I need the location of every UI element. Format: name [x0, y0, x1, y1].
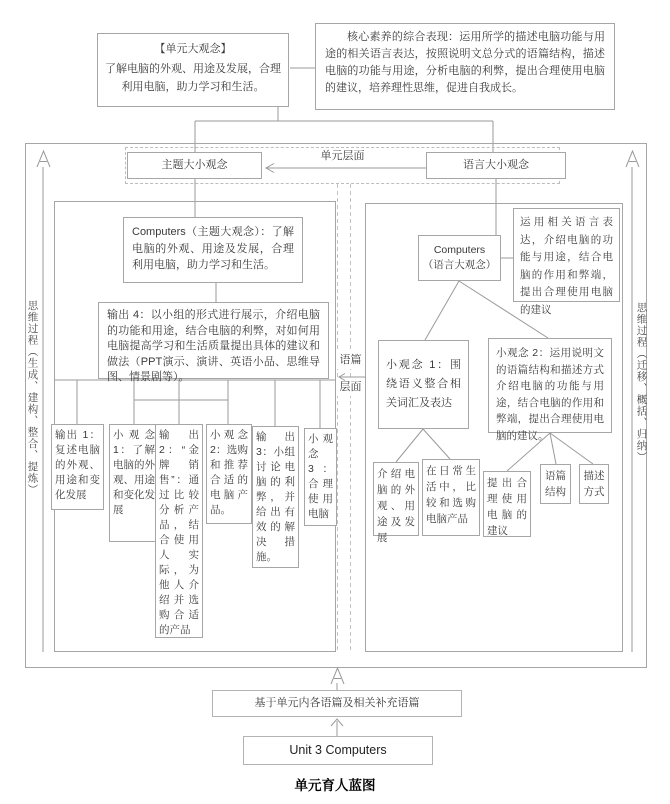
discourse-level-label-bottom: 层面 — [337, 379, 364, 396]
language-big-concept-box — [418, 235, 501, 281]
leaf-compare-buy-text: 在日常生活中，比较和选购电脑产品 — [426, 465, 476, 525]
language-mini-concept2-text: 小观念 2：运用说明文的语篇结构和描述方式介绍电脑的功能与用途，结合电脑的作用和弊端，提出合理使用电脑的建议。 — [496, 347, 604, 442]
leaf-compare-buy-box — [422, 459, 480, 536]
diagram-caption: 单元育人蓝图 — [294, 778, 376, 793]
source-texts-box — [212, 690, 462, 717]
output2-box — [155, 424, 203, 638]
language-concepts-box — [426, 152, 566, 179]
leaf-describe-computer-text: 介绍电脑的外观、用途及发展 — [377, 468, 415, 544]
theme-big-concept-text: Computers（主题大观念）：了解电脑的外观、用途及发展，合理利用电脑，助力学习和生活。 — [132, 226, 294, 271]
mini-concept1-theme-box — [109, 424, 159, 542]
unit-level-label: 单元层面 — [320, 150, 365, 162]
mini-concept2-theme-box — [206, 424, 252, 524]
output3-box — [252, 426, 299, 568]
leaf-discourse-structure-box — [540, 464, 571, 504]
language-mini-concept1-text: 小观念 1：围绕语义整合相关词汇及表达 — [386, 359, 461, 409]
output2-text: 输出 2：“金牌销售”：通过比较分析产品，结合使用人实际，为他人介绍并选购合适的产品 — [159, 429, 199, 636]
unit-big-idea-box — [97, 33, 289, 107]
discourse-left-arrow-icon — [337, 369, 366, 379]
output4-box — [98, 302, 329, 383]
output4-text: 输出 4：以小组的形式进行展示，介绍电脑的功能和用途，结合电脑的利弊，对如何用电脑提高学习和生活质量提出具体的建议和做法（PPT演示、演讲、英语小品、思维导图、情景剧等）。 — [107, 309, 320, 383]
thinking-process-right-label: 思维过程（迁移、概括、归纳） — [635, 302, 648, 463]
theme-big-concept-box — [123, 217, 303, 283]
unit-title-box — [243, 736, 433, 765]
mini-concept3-theme-box — [304, 428, 337, 526]
mini-concept1-theme-text: 小观念 1：了解电脑的外观、用途和变化发展 — [113, 429, 155, 516]
mini-concept3-theme-text: 小观念 3：合理使用电脑 — [308, 433, 333, 520]
language-mini-concept2-box — [488, 338, 612, 442]
theme-concepts-box — [127, 152, 262, 179]
up-arrowhead-left-icon — [36, 150, 51, 173]
theme-concepts-label: 主题大小观念 — [161, 159, 228, 172]
up-arrowhead-bottom-icon — [330, 667, 345, 690]
output3-text: 输出 3：小组讨论电脑的利弊，并给出有效的解决措施。 — [256, 431, 295, 563]
discourse-level-label-top: 语篇 — [337, 352, 364, 369]
leaf-discourse-structure-text: 语篇结构 — [545, 470, 566, 498]
language-note-text: 运用相关语言表达，介绍电脑的功能与用途，结合电脑的作用和弊端，提出合理使用电脑的建议 — [520, 216, 613, 316]
language-mini-concept1-box — [378, 340, 469, 429]
unit-title-label: Unit 3 Computers — [289, 743, 387, 758]
leaf-description-style-text: 描述方式 — [583, 470, 605, 498]
unit-big-idea-body: 了解电脑的外观、用途及发展，合理利用电脑，助力学习和生活。 — [105, 62, 281, 93]
unit-big-idea-title: 【单元大观念】 — [154, 43, 232, 55]
core-competency-text: 核心素养的综合表现：运用所学的描述电脑功能与用途的相关语言表达，按照说明文总分式的语篇结构，描述电脑的功能与用途，分析电脑的利弊，提出合理使用电脑的建议，培养理性思维，促进自我成长。 — [325, 31, 605, 94]
output1-text: 输出 1：复述电脑的外观、用途和变化发展 — [55, 429, 100, 501]
leaf-suggestions-text: 提出合理使用电脑的建议 — [487, 477, 527, 537]
core-competency-box — [315, 23, 615, 110]
language-big-concept-line1: Computers — [433, 244, 486, 256]
leaf-describe-computer-box — [373, 462, 419, 544]
source-texts-label: 基于单元内各语篇及相关补充语篇 — [254, 697, 420, 710]
leaf-suggestions-box — [483, 471, 531, 537]
mini-concept2-theme-text: 小观念 2：选购和推荐合适的电脑产品。 — [210, 429, 248, 516]
language-big-concept-line2: （语言大观念） — [422, 259, 497, 271]
language-note-box — [513, 208, 620, 316]
leaf-description-style-box — [579, 464, 609, 504]
thinking-process-left-label: 思维过程（生成、建构、整合、提炼） — [26, 300, 39, 496]
output1-box — [51, 424, 104, 510]
language-concepts-label: 语言大小观念 — [463, 159, 529, 172]
up-arrowhead-right-icon — [625, 150, 640, 173]
